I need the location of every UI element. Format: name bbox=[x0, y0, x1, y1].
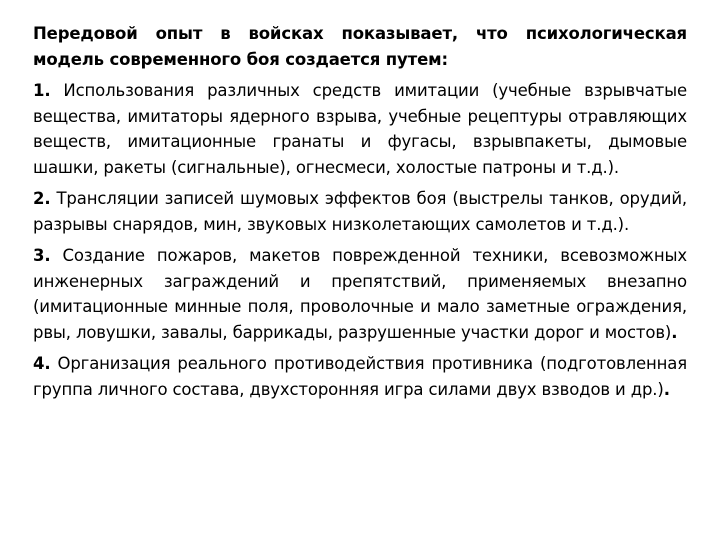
list-item-end-mark: . bbox=[663, 379, 670, 399]
list-item-3 bbox=[33, 243, 687, 345]
list-item-end-mark: . bbox=[671, 322, 678, 342]
list-item-1 bbox=[33, 78, 687, 180]
list-item-4 bbox=[33, 351, 687, 402]
list-item-number: 3. bbox=[33, 246, 51, 265]
list-item-2 bbox=[33, 186, 687, 237]
list-item-number: 2. bbox=[33, 189, 51, 208]
list-item-text: Организация реального противодействия противника (подготовленная группа личного состава, двухсторонняя игра силами двух взводов и др.) bbox=[33, 354, 687, 399]
list-item-text: Использования различных средств имитации (учебные взрывчатые вещества, имитаторы ядерного взрыва, учебные рецептуры отравляющих веществ, имитационные гранаты и фугасы, взрывпакеты, дымовые шашки, ракеты (сигнальные), огнесмеси, холостые патроны и т.д.). bbox=[33, 81, 687, 177]
list-item-number: 1. bbox=[33, 81, 51, 100]
list-item-text: Трансляции записей шумовых эффектов боя (выстрелы танков, орудий, разрывы снарядов, мин, звуковых низколетающих самолетов и т.д.). bbox=[33, 189, 687, 234]
list-item-text: Создание пожаров, макетов поврежденной техники, всевозможных инженерных заграждений и препятствий, применяемых внезапно (имитационные минные поля, проволочные и мало заметные ограждения, рвы, ловушки, завалы, баррикады, разрушенные участки дорог и мостов) bbox=[33, 246, 687, 342]
intro-paragraph: Передовой опыт в войсках показывает, что психологическая модель современного боя создается путем: bbox=[33, 24, 687, 69]
document-body bbox=[33, 21, 687, 402]
list-item-number: 4. bbox=[33, 354, 51, 373]
